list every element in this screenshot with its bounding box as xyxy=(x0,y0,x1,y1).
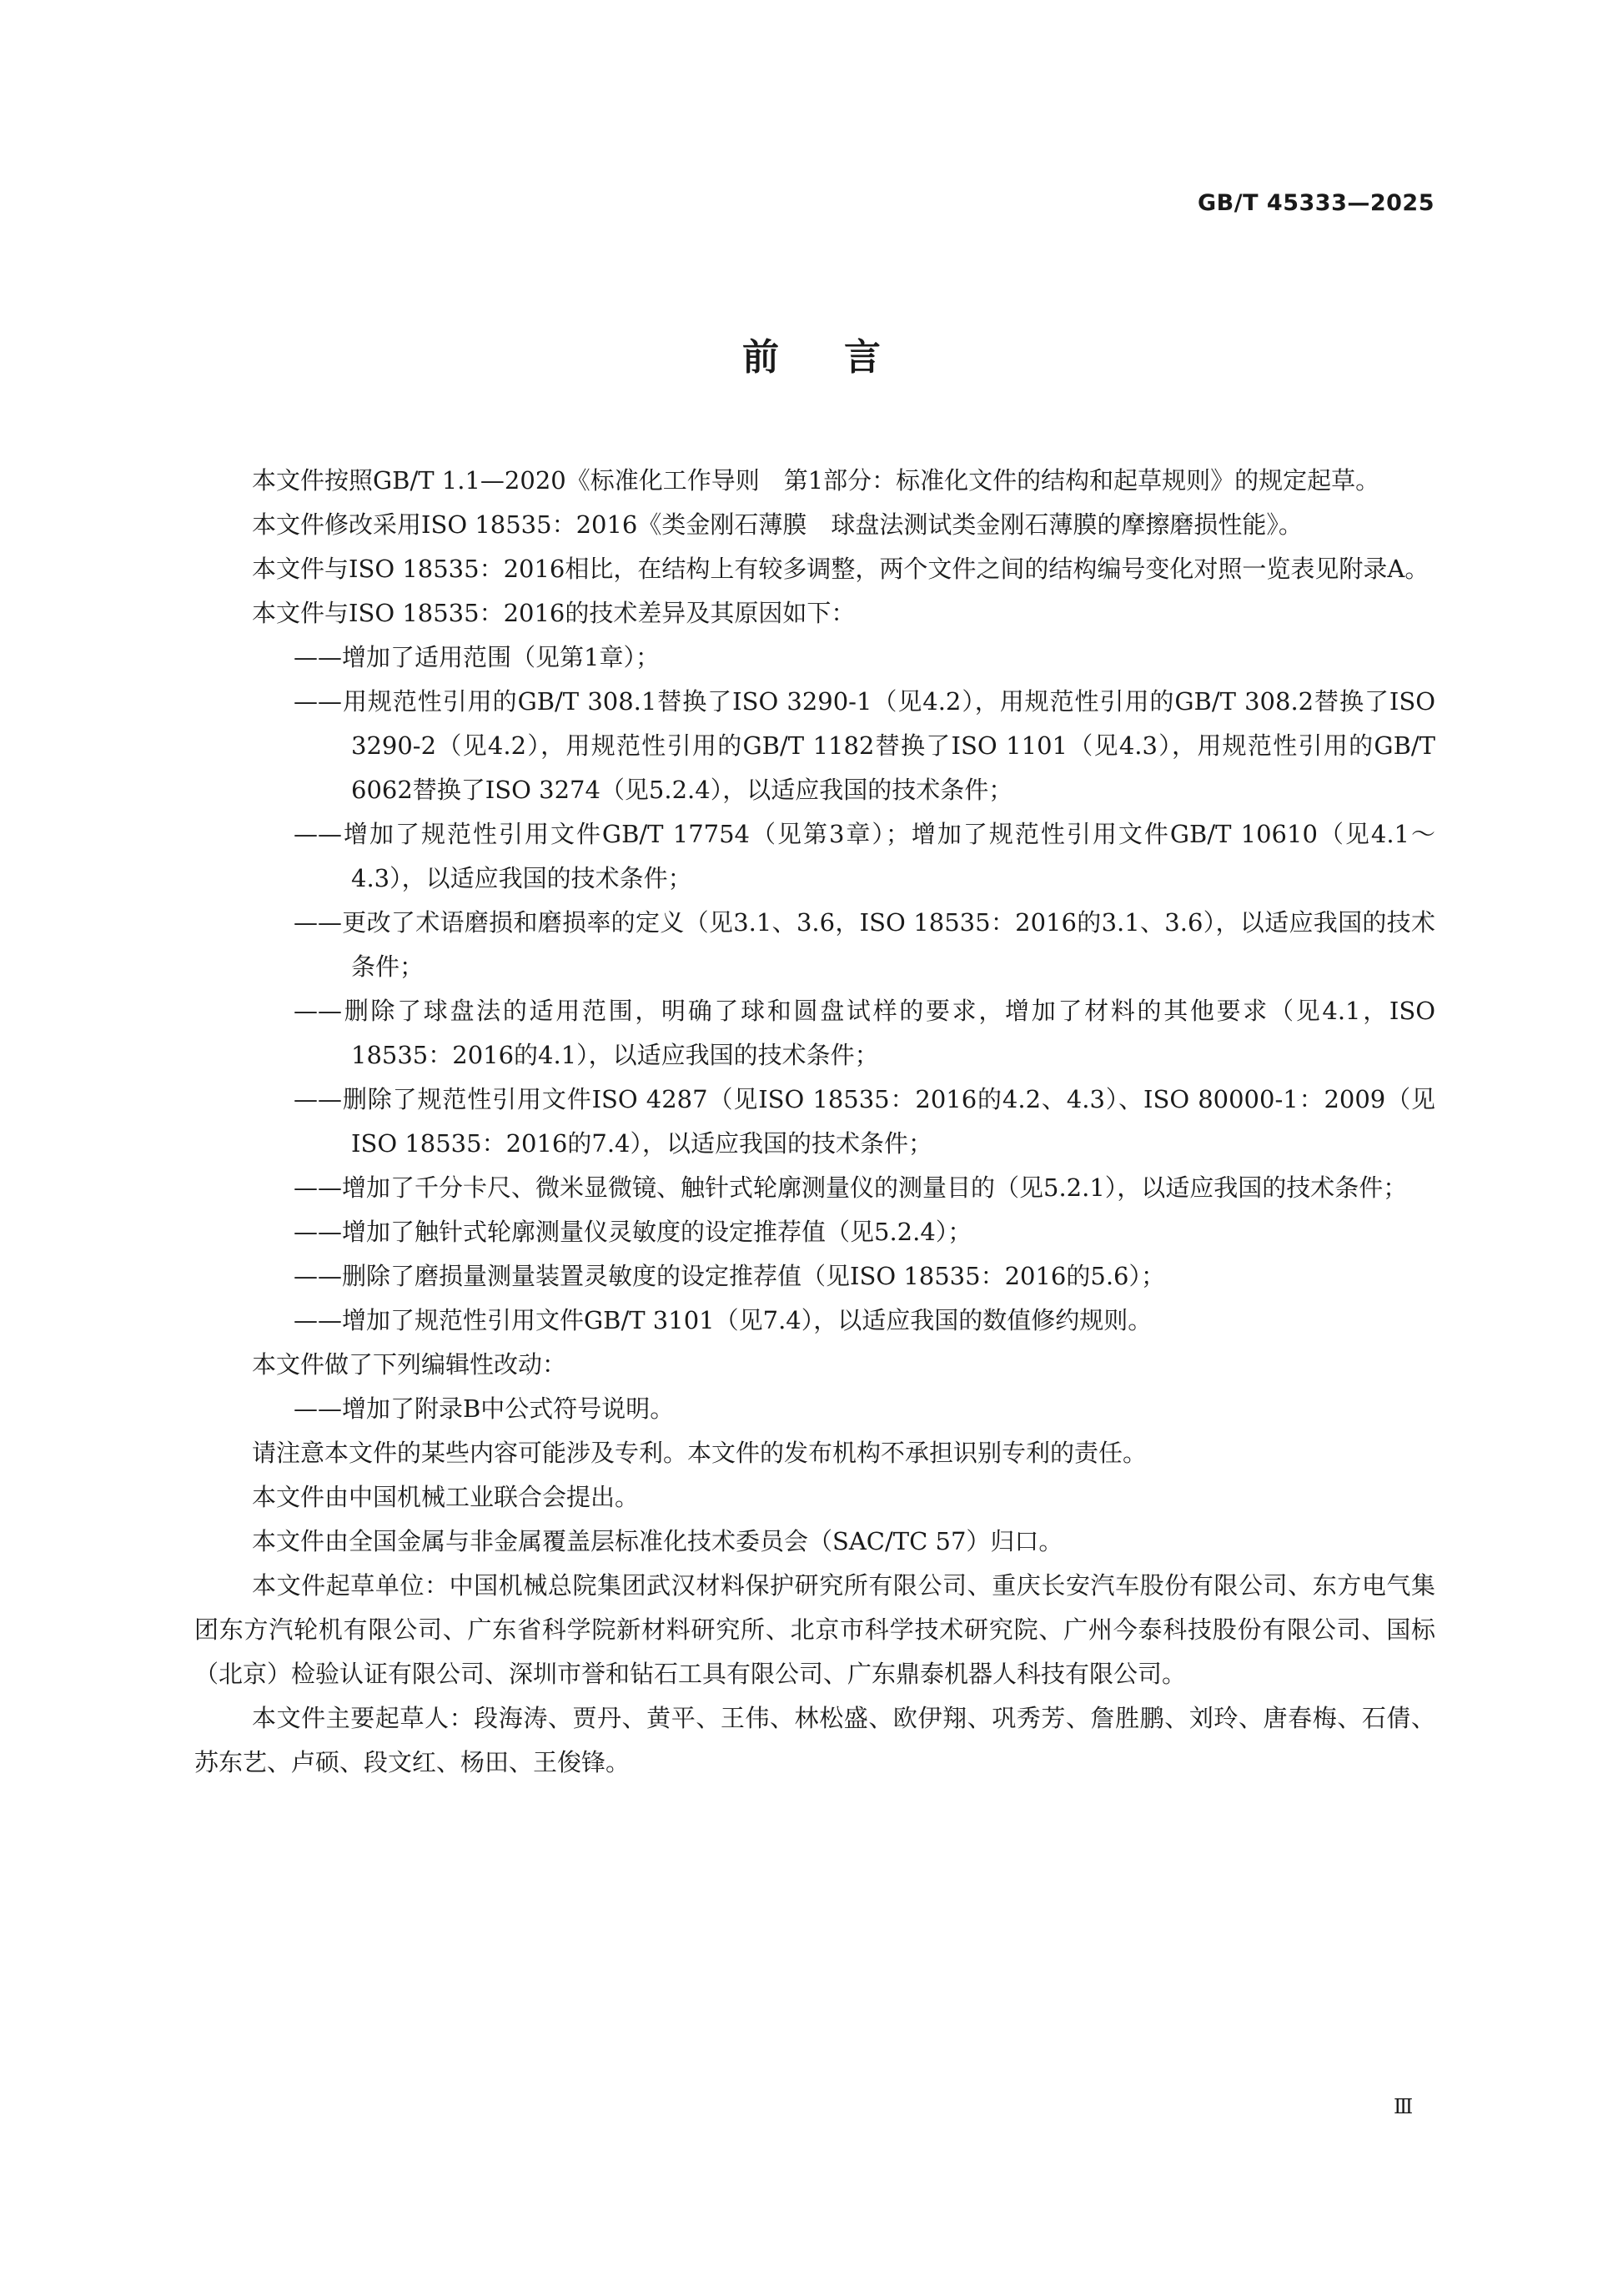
list-item: ——增加了规范性引用文件GB/T 17754（见第3章）；增加了规范性引用文件GB/T 10610（见4.1～4.3），以适应我国的技术条件； xyxy=(294,820,1435,892)
paragraph-committee: 本文件由全国金属与非金属覆盖层标准化技术委员会（SAC/TC 57）归口。 xyxy=(252,1527,1063,1555)
list-item: ——删除了规范性引用文件ISO 4287（见ISO 18535：2016的4.2、4.3）、ISO 80000-1：2009（见ISO 18535：2016的7.4），以适应我国的技术条件； xyxy=(294,1085,1435,1158)
paragraph-adoption: 本文件修改采用ISO 18535：2016《类金刚石薄膜 球盘法测试类金刚石薄膜的摩擦磨损性能》。 xyxy=(252,510,1303,539)
paragraph-technical-diffs-intro: 本文件与ISO 18535：2016的技术差异及其原因如下： xyxy=(252,599,856,627)
list-item: ——更改了术语磨损和磨损率的定义（见3.1、3.6，ISO 18535：2016的3.1、3.6），以适应我国的技术条件； xyxy=(294,908,1435,981)
list-item: ——删除了球盘法的适用范围，明确了球和圆盘试样的要求，增加了材料的其他要求（见4.1，ISO 18535：2016的4.1），以适应我国的技术条件； xyxy=(294,997,1435,1069)
paragraph-drafting-rules: 本文件按照GB/T 1.1—2020《标准化工作导则 第1部分：标准化文件的结构和起草规则》的规定起草。 xyxy=(252,466,1380,495)
paragraph-drafters: 本文件主要起草人：段海涛、贾丹、黄平、王伟、林松盛、欧伊翔、巩秀芳、詹胜鹏、刘玲、唐春梅、石倩、苏东艺、卢硕、段文红、杨田、王俊锋。 xyxy=(194,1704,1435,1776)
paragraph-structure-changes: 本文件与ISO 18535：2016相比，在结构上有较多调整，两个文件之间的结构编号变化对照一览表见附录A。 xyxy=(252,555,1430,583)
list-item: ——增加了规范性引用文件GB/T 3101（见7.4），以适应我国的数值修约规则。 xyxy=(294,1306,1153,1334)
standard-code: GB/T 45333—2025 xyxy=(1198,190,1435,216)
list-item: ——增加了适用范围（见第1章）； xyxy=(294,643,660,671)
paragraph-patent-notice: 请注意本文件的某些内容可能涉及专利。本文件的发布机构不承担识别专利的责任。 xyxy=(252,1439,1148,1467)
page-number: Ⅲ xyxy=(1394,2095,1414,2118)
list-item: ——增加了附录B中公式符号说明。 xyxy=(294,1394,675,1423)
list-item: ——删除了磨损量测量装置灵敏度的设定推荐值（见ISO 18535：2016的5.6）； xyxy=(294,1262,1165,1290)
paragraph-drafting-units: 本文件起草单位：中国机械总院集团武汉材料保护研究所有限公司、重庆长安汽车股份有限公司、东方电气集团东方汽轮机有限公司、广东省科学院新材料研究所、北京市科学技术研究院、广州今泰科技股份有限公司、国标（北京）检验认证有限公司、深圳市誉和钻石工具有限公司、广东鼎泰机器人科技有限公司。 xyxy=(194,1571,1435,1688)
page-title: 前言 xyxy=(742,336,946,379)
list-item: ——增加了千分卡尺、微米显微镜、触针式轮廓测量仪的测量目的（见5.2.1），以适应我国的技术条件； xyxy=(294,1173,1408,1202)
foreword-body xyxy=(194,459,1435,1785)
paragraph-proposer: 本文件由中国机械工业联合会提出。 xyxy=(252,1483,640,1511)
list-item: ——用规范性引用的GB/T 308.1替换了ISO 3290-1（见4.2），用规范性引用的GB/T 308.2替换了ISO 3290-2（见4.2），用规范性引用的GB/T 1182替换了ISO 1101（见4.3），用规范性引用的GB/T 6062替换了ISO 3274（见5.2.4），以适应我国的技术条件； xyxy=(294,687,1435,804)
list-item: ——增加了触针式轮廓测量仪灵敏度的设定推荐值（见5.2.4）； xyxy=(294,1218,972,1246)
paragraph-editorial-intro: 本文件做了下列编辑性改动： xyxy=(252,1350,567,1379)
